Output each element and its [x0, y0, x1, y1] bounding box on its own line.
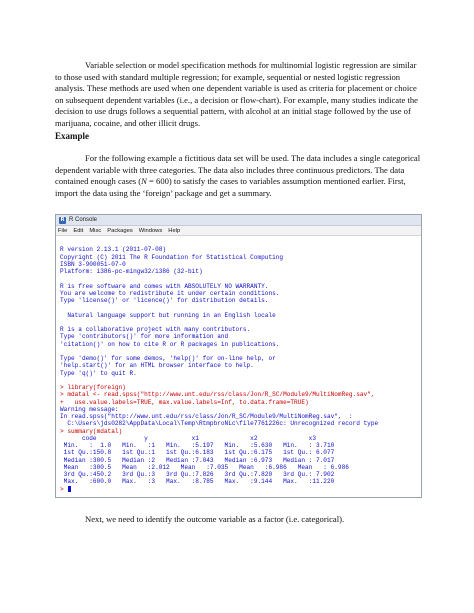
console-line: [60, 239, 417, 246]
menu-edit[interactable]: Edit: [73, 227, 84, 234]
console-line: Max. :600.0 Max. :3 Max. :8.785 Max. :9.144 Max. :11.220: [60, 478, 335, 486]
console-line: 'citation()' on how to cite R or R packages in publications.: [60, 340, 280, 348]
intro-paragraph: Variable selection or model specification methods for multinomial logistic regression are similar to those used with standard multiple regression; for example, sequential or nested logistic regression analysis. These methods are used when one dependent variable is used as criteria for placement or choice on subsequent dependent variables (i.e., a decision or flow-chart). For example, many studies indicate the decision to use drugs follows a sequential pattern, with alcohol at an initial stage followed by the use of marijuana, cocaine, and other illicit drugs.: [55, 60, 418, 128]
r-console-screenshot: [55, 214, 422, 498]
console-menubar: [56, 226, 421, 236]
console-line: 3rd Qu.:450.2 3rd Qu.:3 3rd Qu.:7.826 3rd Qu.:7.820 3rd Qu.: 7.902: [60, 471, 335, 478]
console-line: Min. : 1.0 Min. :1 Min. :5.197 Min. :5.630 Min. : 3.710: [60, 442, 335, 449]
console-line: code y x1 x2 x3: [60, 434, 316, 442]
section-heading: Example: [55, 131, 90, 141]
r-logo-icon: R: [60, 216, 65, 223]
console-line: Type 'q()' to quit R.: [60, 369, 137, 377]
console-line: Copyright (C) 2011 The R Foundation for Statistical Computing: [60, 253, 284, 261]
console-line: [60, 377, 417, 384]
console-line: Type 'demo()' for some demos, 'help()' for on-line help, or: [60, 355, 276, 362]
menu-help[interactable]: Help: [168, 227, 181, 234]
example-text-end: = 600) to satisfy the cases to variables assumption mentioned earlier. First, import the data using the ‘foreign’ package and get a summary.: [55, 176, 406, 198]
menu-windows[interactable]: Windows: [138, 227, 163, 234]
console-cursor: [68, 486, 71, 492]
console-line: Warning message:: [60, 405, 119, 413]
console-line: Platform: i386-pc-mingw32/i386 (32-bit): [60, 268, 203, 275]
console-line: Natural language support but running in an English locale: [60, 311, 276, 319]
console-titlebar: [56, 215, 421, 226]
console-line: ISBN 3-900051-07-0: [60, 260, 126, 268]
console-line: R version 2.13.1 (2011-07-08): [60, 246, 167, 254]
example-text-start: For the following example a fictitious data set will be used. The data includes a single categorical dependent variable with three categories. The data also includes three continuous predictors. The data contained enough cases (: [55, 153, 421, 187]
console-line: > library(foreign): [60, 384, 126, 391]
menu-misc[interactable]: Misc: [89, 227, 102, 234]
next-step-paragraph: Next, we need to identify the outcome variable as a factor (i.e. categorical).: [85, 514, 345, 524]
console-line: In read.spss("http://www.unt.edu/rss/class/Jon/R_SC/Module9/MultiNomReg.sav", :: [60, 413, 353, 420]
console-line: [60, 304, 417, 311]
console-line: >: [60, 486, 417, 493]
console-line: Type 'license()' or 'licence()' for distribution details.: [60, 297, 269, 304]
console-line: [60, 275, 417, 282]
menu-packages[interactable]: Packages: [107, 227, 133, 234]
console-line: Mean :300.5 Mean :2.012 Mean :7.035 Mean :6.986 Mean : 6.986: [60, 463, 349, 471]
console-line: Type 'contributors()' for more information and: [60, 333, 229, 341]
console-line: + use.value.labels=TRUE, max.value.labels=Inf, to.data.frame=TRUE): [60, 398, 309, 406]
example-paragraph: [55, 153, 421, 199]
console-output: [56, 236, 421, 493]
console-line: R is a collaborative project with many contributors.: [60, 326, 251, 333]
console-line: Median :300.5 Median :2 Median :7.043 Median :6.973 Median : 7.017: [60, 456, 335, 464]
console-line: > mdatal <- read.spss("http://www.unt.edu/rss/class/Jon/R_SC/Module9/MultiNomReg.sav",: [60, 391, 375, 399]
console-line: C:\Users\jds0282\AppData\Local\Temp\RtmpbroNLc\file7761226c: Unrecognized record type: [60, 420, 379, 428]
console-line: > summary(mdatal): [60, 427, 123, 435]
console-line: [60, 319, 417, 326]
console-line: You are welcome to redistribute it under certain conditions.: [60, 289, 280, 297]
console-line: [60, 348, 417, 355]
console-line: 'help.start()' for an HTML browser interface to help.: [60, 362, 254, 370]
menu-file[interactable]: File: [58, 227, 68, 234]
n-symbol: N: [141, 176, 147, 187]
console-title: R Console: [69, 217, 98, 223]
console-line: R is free software and comes with ABSOLUTELY NO WARRANTY.: [60, 282, 269, 290]
console-line: 1st Qu.:150.8 1st Qu.:1 1st Qu.:6.183 1st Qu.:6.175 1st Qu.: 6.077: [60, 449, 335, 457]
